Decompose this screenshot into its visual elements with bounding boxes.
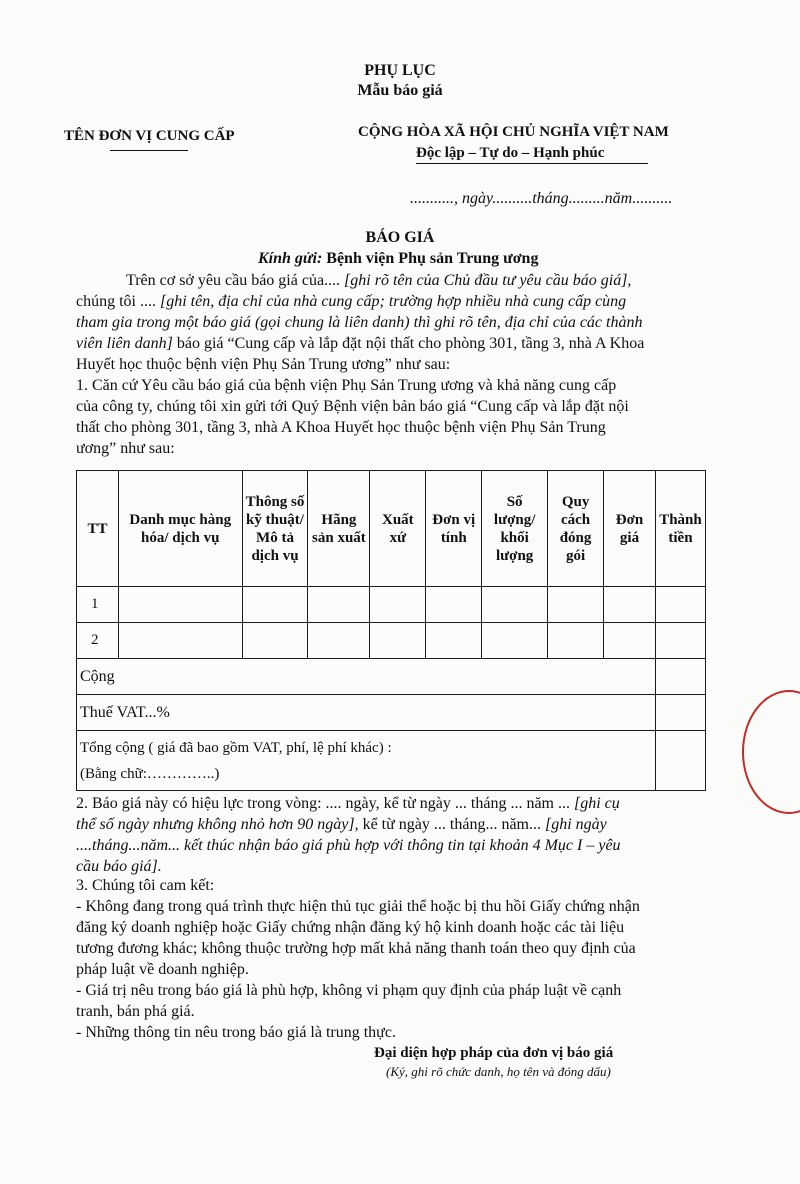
intro-placeholder: [ghi rõ tên của Chủ đầu tư yêu cầu báo giá] [344,272,628,289]
section2-placeholder: thể số ngày nhưng không nhỏ hơn 90 ngày] [76,816,355,833]
section3-title: 3. Chúng tôi cam kết: [76,877,215,894]
intro-placeholder: [ghi tên, địa chỉ của nhà cung cấp; trường hợp nhiều nhà cung cấp cùng [160,293,627,310]
recipient-line [258,250,538,268]
table-cell [242,587,308,623]
vat-amount-cell [655,695,705,731]
commitment-2-line-1: - Giá trị nêu trong báo giá là phù hợp, không vi phạm quy định của pháp luật về cạnh [76,982,622,999]
header-tt: TT [77,471,119,587]
recipient-prefix: Kính gửi: [258,250,323,267]
signature-note: (Ký, ghi rõ chức danh, họ tên và đóng dấu) [386,1064,611,1079]
header-unit-price: Đơn giá [604,471,656,587]
intro-line-1 [76,270,716,291]
grand-total-row [77,731,706,791]
section1-line-3: thất cho phòng 301, tầng 3, nhà A Khoa Huyết học thuộc bệnh viện Phụ Sản Trung [76,419,606,436]
vat-label: Thuế VAT...% [77,695,656,731]
commitment-1-line-2: đăng ký doanh nghiệp hoặc Giấy chứng nhận đăng ký hộ kinh doanh hoặc các tài liệu [76,919,625,936]
table-cell [548,587,604,623]
commitment-1-line-1: - Không đang trong quá trình thực hiện thủ tục giải thể hoặc bị thu hồi Giấy chứng nhận [76,898,640,915]
table-header-row [77,471,706,587]
table-cell [426,623,482,659]
table-cell [118,623,242,659]
table-cell [118,587,242,623]
signature-title: Đại diện hợp pháp của đơn vị báo giá [374,1045,614,1061]
commitment-3: - Những thông tin nêu trong báo giá là trung thực. [76,1024,396,1041]
header-manufacturer: Hãng sản xuất [308,471,370,587]
section1-line-4: ương” như sau: [76,440,175,457]
intro-line-3: tham gia trong một báo giá (gọi chung là liên danh) thì ghi rõ tên, địa chỉ của các thành [76,314,643,331]
total-label: Cộng [77,659,656,695]
table-cell [604,587,656,623]
national-motto: Độc lập – Tự do – Hạnh phúc [416,145,605,161]
intro-comma: , [627,272,632,289]
section2-text: 2. Báo giá này có hiệu lực trong vòng: .... ngày, kể từ ngày ... tháng ... năm ... [76,795,570,812]
country-name: CỘNG HÒA XÃ HỘI CHỦ NGHĨA VIỆT NAM [358,124,669,140]
commitment-2-line-2: tranh, bán phá giá. [76,1003,195,1020]
section2-text: , kể từ ngày ... tháng... năm... [354,816,541,833]
header-item: Danh mục hàng hóa/ dịch vụ [118,471,242,587]
table-cell [482,587,548,623]
table-cell [548,623,604,659]
grand-total-amount-cell [655,731,705,791]
section2-line-4: cầu báo giá]. [76,858,162,875]
header-origin: Xuất xứ [370,471,426,587]
total-amount-cell [655,659,705,695]
recipient-name: Bệnh viện Phụ sản Trung ương [326,250,539,267]
table-cell [242,623,308,659]
intro-text: Trên cơ sở yêu cầu báo giá của.... [126,272,341,289]
intro-text: báo giá “Cung cấp và lắp đặt nội thất cho phòng 301, tầng 3, nhà A Khoa [172,335,645,352]
quotation-table [76,470,706,791]
doc-title: BÁO GIÁ [365,229,435,246]
row-number: 1 [77,587,119,623]
table-cell [655,587,705,623]
section2-line-2 [76,814,716,835]
total-row [77,659,706,695]
intro-line-4 [76,333,716,354]
header-unit: Đơn vị tính [426,471,482,587]
header-packaging: Quy cách đóng gói [548,471,604,587]
intro-line-2 [76,291,716,312]
red-stamp-edge [742,690,800,814]
intro-line-5: Huyết học thuộc bệnh viện Phụ Sản Trung ương” như sau: [76,356,451,373]
commitment-1-line-4: pháp luật về doanh nghiệp. [76,961,249,978]
section1-line-1: 1. Căn cứ Yêu cầu báo giá của bệnh viện Phụ Sản Trung ương và khả năng cung cấp [76,377,617,394]
header-amount: Thành tiền [655,471,705,587]
supplier-underline [110,150,188,151]
table-cell [308,623,370,659]
table-cell [655,623,705,659]
table-cell [482,623,548,659]
table-row [77,587,706,623]
grand-total-label: Tổng cộng ( giá đã bao gồm VAT, phí, lệ phí khác) : [80,739,392,756]
intro-text: chúng tôi .... [76,293,156,310]
grand-total-cell [77,731,656,791]
table-cell [370,587,426,623]
table-row [77,623,706,659]
table-cell [308,587,370,623]
section2-placeholder: [ghi cụ [569,795,620,812]
intro-placeholder: viên liên danh] [76,335,173,352]
intro-paragraph [76,270,716,459]
appendix-subtitle: Mẫu báo giá [357,82,443,99]
date-line: ..........., ngày..........tháng.........năm.......... [410,190,673,207]
section2-placeholder: [ghi ngày [541,816,607,833]
commitment-1-line-3: tương đương khác; không thuộc trường hợp mất khả năng thanh toán theo quy định của [76,940,636,957]
vat-row [77,695,706,731]
section3-paragraph [76,875,716,1043]
supplier-name: TÊN ĐƠN VỊ CUNG CẤP [64,128,235,144]
row-number: 2 [77,623,119,659]
section2-line-3: ....tháng...năm... kết thúc nhận báo giá phù hợp với thông tin tại khoản 4 Mục I – yêu [76,837,621,854]
header-spec: Thông số kỹ thuật/ Mô tả dịch vụ [242,471,308,587]
section2-paragraph [76,793,716,877]
table-cell [604,623,656,659]
table-cell [370,623,426,659]
appendix-title: PHỤ LỤC [364,62,436,79]
section2-line-1 [76,793,716,814]
motto-underline [416,163,648,164]
section1-line-2: của công ty, chúng tôi xin gửi tới Quý Bệnh viện bản báo giá “Cung cấp và lắp đặt nội [76,398,629,415]
header-quantity: Số lượng/ khối lượng [482,471,548,587]
table-cell [426,587,482,623]
amount-in-words-label: (Bằng chữ:…………..) [80,765,220,782]
